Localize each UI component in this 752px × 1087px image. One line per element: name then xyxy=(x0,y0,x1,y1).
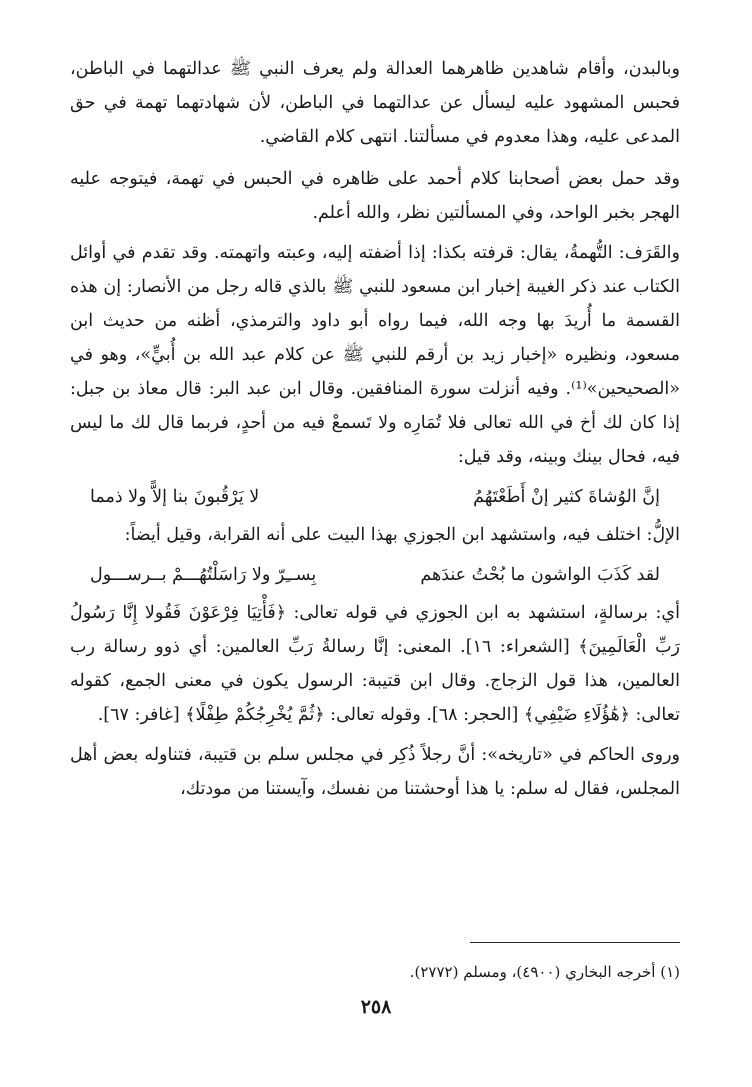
paragraph-quran: أي: برسالةٍ، استشهد به ابن الجوزي في قوله تعالى: ﴿فَأْتِيَا فِرْعَوْنَ فَقُولا إِنَّا رَسُولُ رَبِّ الْعَالَمِينَ﴾ [الشعراء: ١٦]. المعنى: إنَّا رسالةُ رَبِّ العالمين: أي ذوو رسالة رب العالمين، هذا قول الزجاج. وقال ابن قتيبة: الرسول يكون في معنى الجمع، كقوله تعالى: ﴿هَٰؤُلَاءِ ضَيْفِي﴾ [الحجر: ٦٨]. وقوله تعالى: ﴿ثُمَّ يُخْرِجُكُمْ طِفْلًا﴾ [غافر: ٦٧]. xyxy=(70,603,680,725)
paragraph-last: وروى الحاكم في «تاريخه»: أنَّ رجلاً ذُكِر في مجلس سلم بن قتيبة، فتناوله بعض أهل المجلس، فقال له سلم: يا هذا أوحشتنا من نفسك، وآيستنا من مودتك، xyxy=(70,745,680,799)
footnote: (١) أخرجه البخاري (٤٩٠٠)، ومسلم (٢٧٧٢). xyxy=(409,963,680,981)
paragraph-1: وبالبدن، وأقام شاهدين ظاهرهما العدالة ولم يعرف النبي ﷺ عدالتهما في الباطن، فحبس المشهود عليه ليسأل عن عدالتهما في الباطن، لأن شهادتهما تهمة في حق المدعى عليه، وهذا معدوم في مسألتنا. انتهى كلام القاضي. xyxy=(70,59,680,147)
page-number: ٢٥٨ xyxy=(360,996,392,1018)
verse-2-second-half: بِســِرّ ولا رَاسَلْتُهُـــمْ بــرســـول xyxy=(90,565,317,585)
paragraph-2: وقد حمل بعض أصحابنا كلام أحمد على ظاهره في الحبس في تهمة، فيتوجه عليه الهجر بخبر الواحد، وفي المسألتين نظر، والله أعلم. xyxy=(70,169,680,223)
page-body xyxy=(70,52,680,812)
verse-2 xyxy=(90,558,660,592)
verse-1-second-half: لا يَرْقُبونَ بنا إلاًّ ولا ذمما xyxy=(90,487,260,507)
footnote-divider xyxy=(470,942,680,943)
paragraph-3: والقَرَف: التُّهمةُ، يقال: قرفته بكذا: إذا أضفته إليه، وعبته واتهمته. وقد تقدم في أوائل الكتاب عند ذكر الغيبة إخبار ابن مسعود للنبي ﷺ بالذي قاله رجل من الأنصار: إن هذه القسمة ما أُريدَ بها وجه الله، فيما رواه أبو داود والترمذي، أظنه من حديث ابن مسعود، ونظيره «إخبار زيد بن أرقم للنبي ﷺ عن كلام عبد الله بن أُبيٍّ»، وهو في «الصحيحين»⁽¹⁾. وفيه أنزلت سورة المنافقين. وقال ابن عبد البر: قال معاذ بن جبل: إذا كان لك أخ في الله تعالى فلا تُمَارِه ولا تَسمعْ فيه من أحدٍ، فربما قال لك ما ليس فيه، فحال بينك وبينه، وقد قيل: xyxy=(70,243,680,467)
verse-1-first-half: إنَّ الوُشاةَ كثير إنْ أَطَعْتَهُمُ xyxy=(473,487,660,507)
verse-2-first-half: لقد كَذَبَ الواشون ما بُحْتُ عندَهم xyxy=(420,565,660,585)
paragraph-after-verse-1: الإلُّ: اختلف فيه، واستشهد ابن الجوزي بهذا البيت على أنه القرابة، وقيل أيضاً: xyxy=(124,525,680,545)
verse-1 xyxy=(90,480,660,514)
